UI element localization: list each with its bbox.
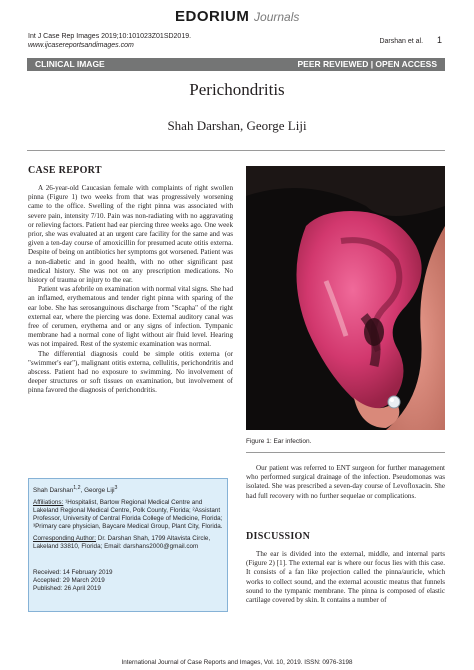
affil-details: ¹Hospitalist, Bartow Regional Medical Centre and Lakeland Regional Medical Centre, Polk County, Florida; ²Assistant Professor, University of Central Florida College of Medicine, Florida; ³Primary care physician, Baycare Medical Group, Plant City, Florida. (33, 499, 223, 531)
article-title: Perichondritis (189, 80, 285, 99)
logo-main: EDORIUM (175, 8, 250, 25)
banner-right: PEER REVIEWED | OPEN ACCESS (297, 59, 437, 69)
section-heading: CASE REPORT (28, 165, 102, 176)
divider (246, 452, 445, 453)
corr-details[interactable]: Dr. Darshan Shah, 1799 Altavista Circle, Lakeland 33810, Florida; Email: darshans2000@gmail.com (33, 535, 211, 551)
author-sup: 3 (114, 485, 118, 491)
paragraph: Our patient was referred to ENT surgeon for further management who performed surgical drainage of the infection. Pseudomonas was isolated. She was prescribed a seven-day course of Levofloxacin. She had full recovery with no further sequelae or complications. (246, 464, 445, 500)
banner-left: CLINICAL IMAGE (35, 59, 105, 69)
divider (27, 150, 445, 151)
logo-sub: Journals (254, 10, 300, 24)
paragraph: The differential diagnosis could be simple otitis externa (or "swimmer's ear"), malignant otitis externa, cellulitis, perichondritis and abscess. Patient had no exposure to swimming. No involvement of deeper structures or soft tissues on examination, but involvement of pinna favored the diagnosis of perichondritis. (28, 349, 233, 395)
article-type-banner (27, 58, 445, 71)
ear-photo (246, 166, 445, 430)
journal-url[interactable]: www.ijcasereportsandimages.com (28, 42, 134, 49)
corr-label: Corresponding Author: (33, 535, 97, 543)
accepted-date: Accepted: 29 March 2019 (33, 577, 105, 585)
author-sup: 1,2 (73, 485, 81, 491)
followup-section (246, 464, 445, 501)
paragraph: A 26-year-old Caucasian female with complaints of right swollen pinna (Figure 1) two weeks from that was progressively worsening came to the office. Swelling of the right pinna was associated with severe pain, intensity 7/10. Pain was non-radiating with no aggravating or relieving factors. Patient had ear piercing three weeks ago. One week prior, she was evaluated at an urgent care facility for the same and was given a ten-day course of amoxicillin for presumed acute otitis externa. Despite of being on antibiotics her symptoms got worsened. Patient was a non-diabetic and in good health, with no other significant past medical history. She was not on any prescription medications. No history of trauma or injury to the ear. (28, 184, 233, 285)
published-date: Published: 26 April 2019 (33, 585, 101, 593)
affil-authors (33, 484, 223, 495)
page-footer: International Journal of Case Reports and Images, Vol. 10, 2019. ISSN: 0976-3198 (121, 659, 353, 666)
paragraph: The ear is divided into the external, middle, and internal parts (Figure 2) [1]. The external ear is where our focus lies with this case. It consists of a fan like projection called the pinna/auricle, which works to collect sound, and the external acoustic meatus that funnels sound to the tympanic membrane. The pinna is composed of elastic cartilage covered by skin. It contains a number of (246, 550, 445, 605)
article-authors: Shah Darshan, George Liji (167, 118, 307, 133)
affiliations-box (28, 478, 228, 612)
discussion-section (246, 531, 445, 605)
page-number: 1 (436, 35, 442, 45)
journal-logo (175, 8, 305, 25)
author-name: Shah Darshan (33, 487, 74, 495)
paragraph: Patient was afebrile on examination with normal vital signs. She had an inflamed, erythematous and tender right pinna with sparing of the ear lobe. She has serosanguinous discharge from "Scapha" of the right external ear, where the piercing was done. External auditory canal was free of cerumen, erythema and or any signs of infection. Tympanic membrane had a normal cone of light without air fluid level. Hearing was not impaired. Rest of the systemic examination was normal. (28, 285, 233, 349)
author-name: , George Liji (80, 487, 115, 495)
citation-line: Int J Case Rep Images 2019;10:101023Z01SD2019. (28, 33, 192, 40)
section-heading: DISCUSSION (246, 531, 311, 542)
case-report-section (28, 165, 233, 396)
affil-text (33, 499, 223, 531)
running-author: Darshan et al. (379, 38, 424, 45)
figure-caption: Figure 1: Ear infection. (246, 438, 312, 445)
corresponding-author (33, 535, 223, 551)
ear-illustration (246, 166, 445, 430)
affil-label: Affiliations: (33, 499, 64, 507)
received-date: Received: 14 February 2019 (33, 569, 113, 577)
citation (28, 32, 191, 50)
running-header (379, 35, 442, 45)
